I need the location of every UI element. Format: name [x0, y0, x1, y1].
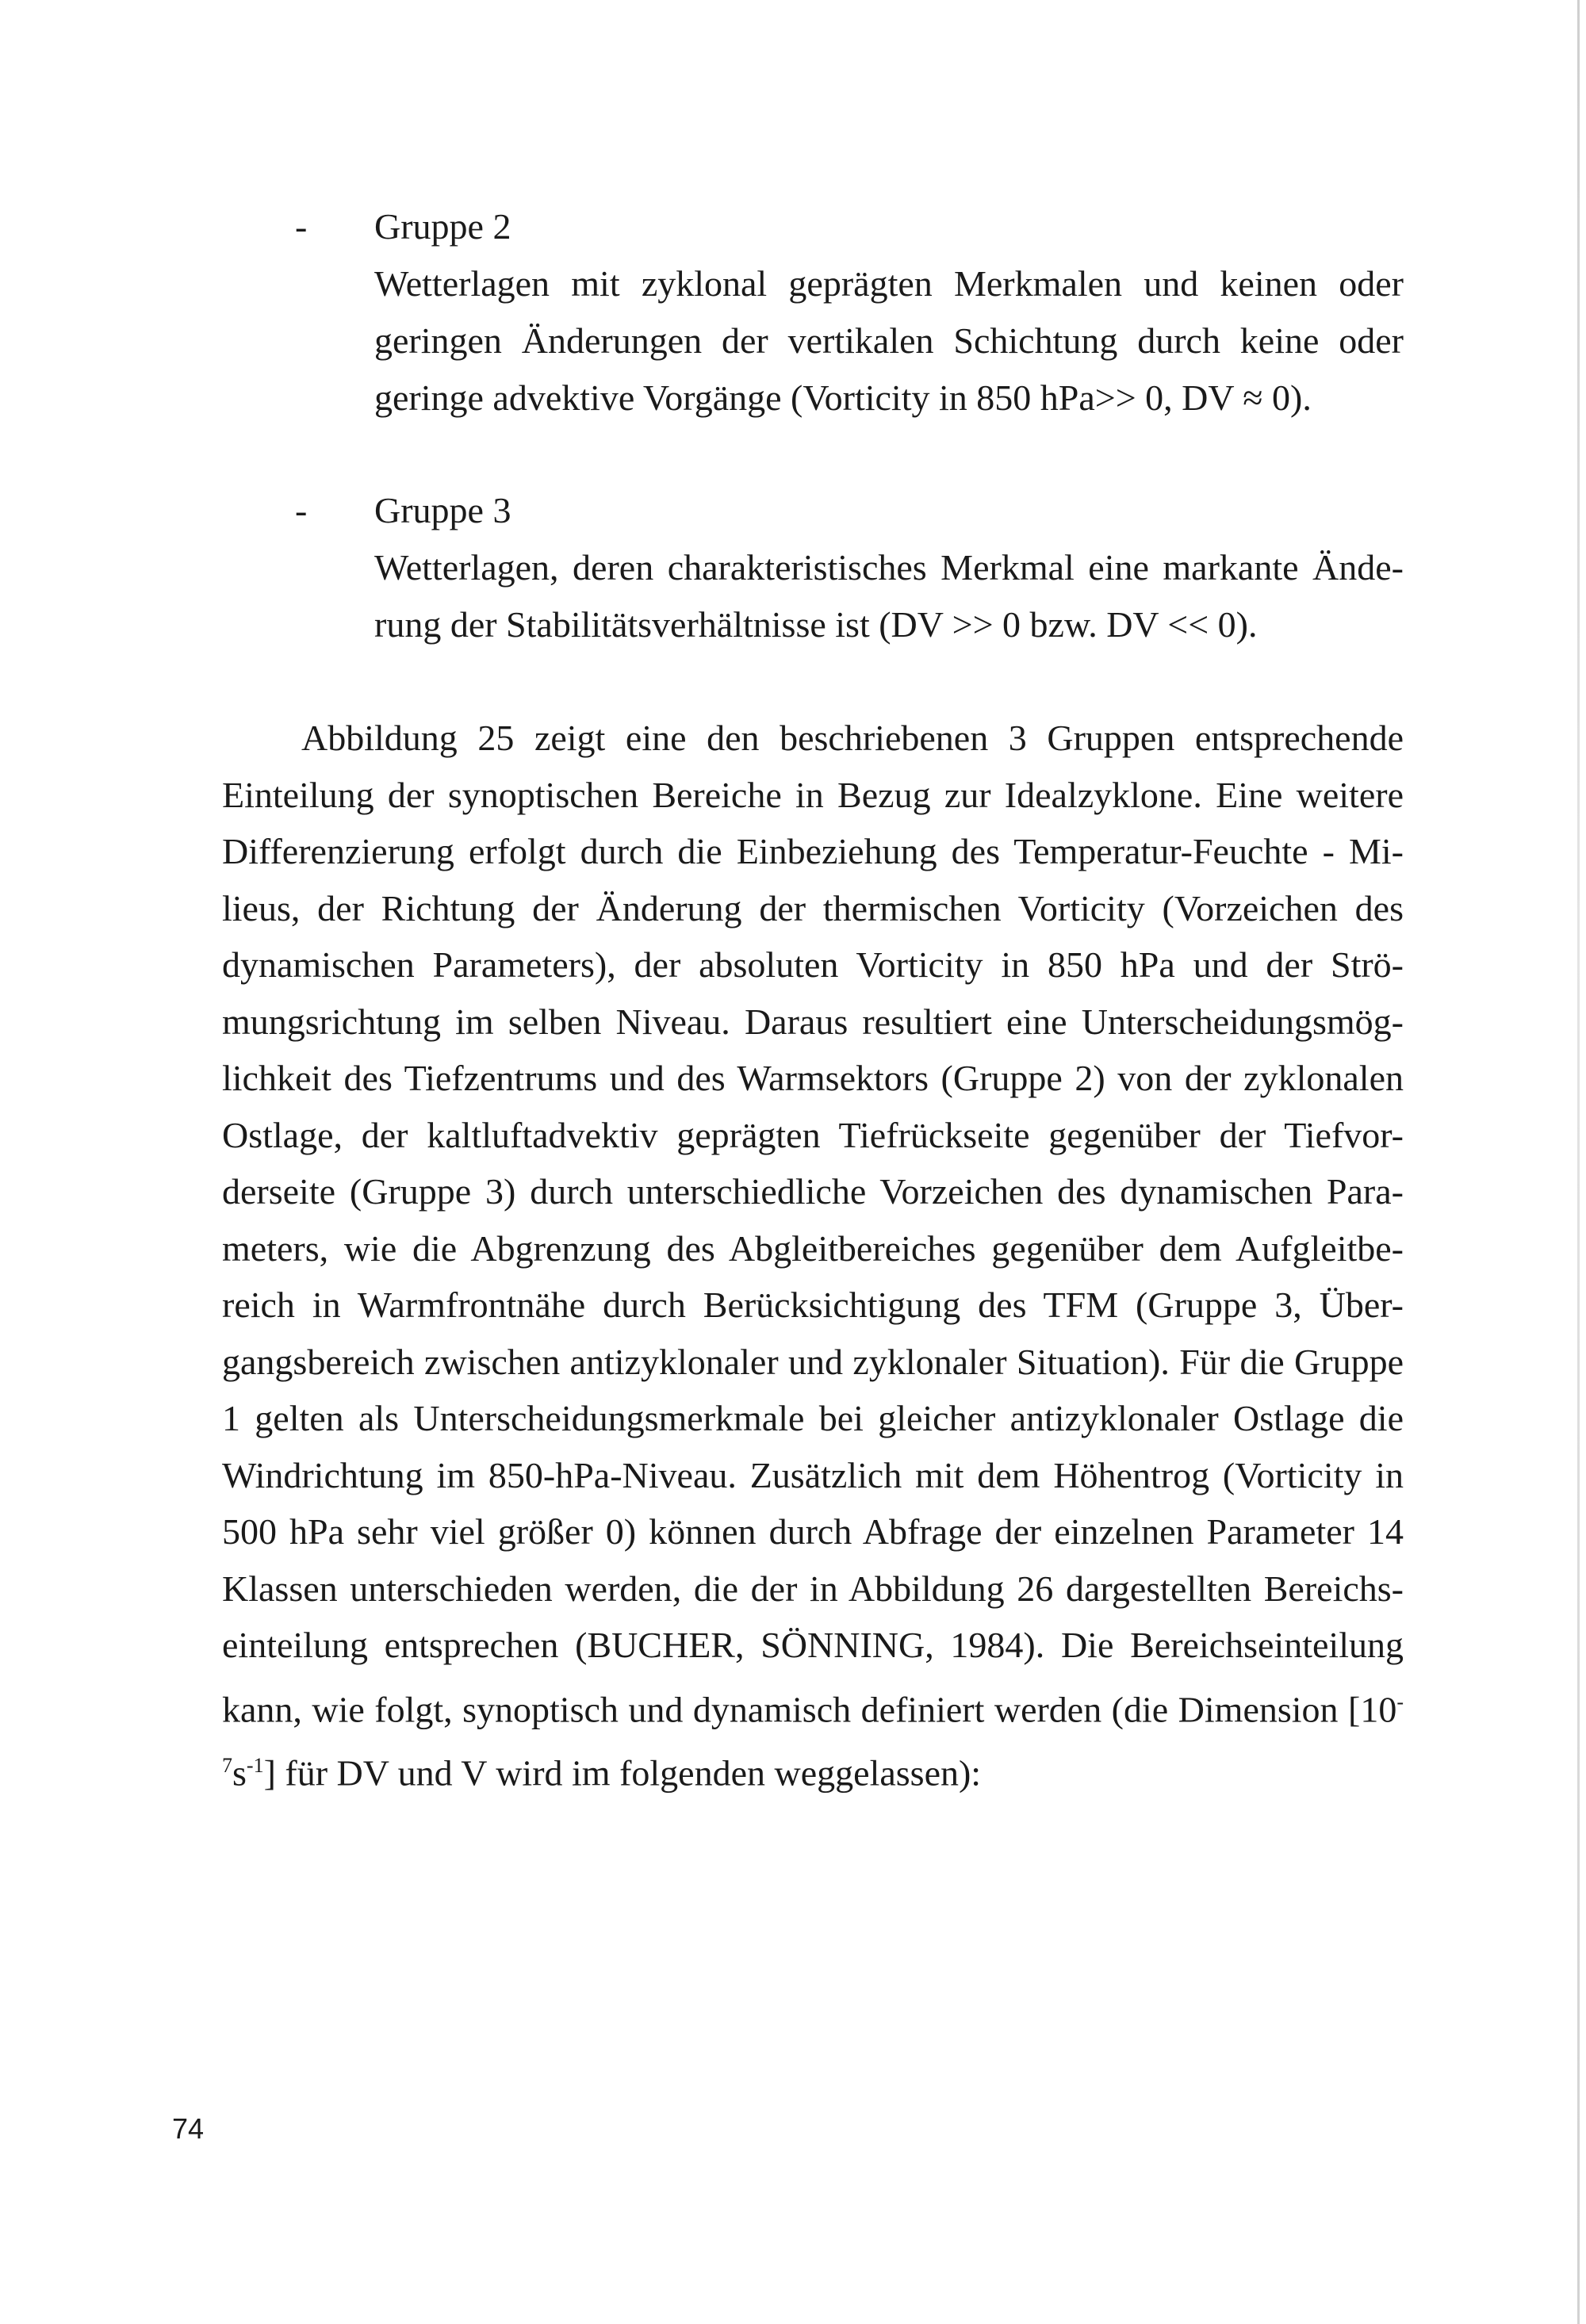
list-item-body [374, 255, 1404, 427]
text-line: Klassen unterschieden werden, die der in Abbildung 26 dargestellten Bereichs- [222, 1568, 1404, 1609]
list-dash: - [295, 206, 308, 247]
superscript-minus-one: -1 [246, 1754, 264, 1778]
text-line-remainder: ] für DV und V wird im folgenden weggelassen): [263, 1752, 982, 1794]
unit-s: s [232, 1752, 247, 1794]
text-line: Abbildung 25 zeigt eine den beschriebenen 3 Gruppen entsprechende [301, 718, 1404, 758]
text-line: 500 hPa sehr viel größer 0) können durch Abfrage der einzelnen Parameter 14 [222, 1511, 1404, 1552]
text-line: Differenzierung erfolgt durch die Einbeziehung des Temperatur-Feuchte - Mi- [222, 831, 1404, 871]
text-line: lichkeit des Tiefzentrums und des Warmsektors (Gruppe 2) von der zyklonalen [222, 1058, 1404, 1098]
text-line-last [222, 1737, 1404, 1801]
text-line: kann, wie folgt, synoptisch und dynamisch definiert werden (die Dimension [10 [222, 1688, 1397, 1729]
body-paragraph [222, 710, 1404, 1801]
text-line: gangsbereich zwischen antizyklonaler und zyklonaler Situation). Für die Gruppe [222, 1341, 1404, 1382]
text-line: Windrichtung im 850-hPa-Niveau. Zusätzlich mit dem Höhentrog (Vorticity in [222, 1454, 1404, 1495]
text-line: rung der Stabilitätsverhältnisse ist (DV >> 0 bzw. DV << 0). [374, 604, 1258, 645]
text-line: Einteilung der synoptischen Bereiche in Bezug zur Idealzyklone. Eine weitere [222, 774, 1404, 815]
text-line: einteilung entsprechen (BUCHER, SÖNNING, 1984). Die Bereichseinteilung [222, 1625, 1404, 1665]
list-item-title: Gruppe 2 [374, 206, 511, 247]
text-line: Wetterlagen mit zyklonal geprägten Merkmalen und keinen oder [374, 263, 1404, 304]
list-item-body [374, 539, 1404, 653]
text-line: Wetterlagen, deren charakteristisches Merkmal eine markante Ände- [374, 547, 1404, 588]
text-line: lieus, der Richtung der Änderung der thermischen Vorticity (Vorzeichen des [222, 887, 1404, 928]
page-edge-shadow [1577, 0, 1580, 2324]
superscript-seven: 7 [222, 1754, 232, 1778]
text-line: derseite (Gruppe 3) durch unterschiedliche Vorzeichen des dynamischen Para- [222, 1171, 1404, 1212]
text-line: dynamischen Parameters), der absoluten Vorticity in 850 hPa und der Strö- [222, 944, 1404, 985]
text-line: meters, wie die Abgrenzung des Abgleitbereiches gegenüber dem Aufgleitbe- [222, 1227, 1404, 1269]
page-number: 74 [172, 2112, 205, 2145]
text-line: Ostlage, der kaltluftadvektiv geprägten Tiefrückseite gegenüber der Tiefvor- [222, 1114, 1404, 1155]
text-line: geringen Änderungen der vertikalen Schichtung durch keine oder [374, 320, 1404, 361]
text-line: geringe advektive Vorgänge (Vorticity in 850 hPa>> 0, DV ≈ 0). [374, 377, 1312, 418]
text-line: 1 gelten als Unterscheidungsmerkmale bei gleicher antizyklonaler Ostlage die [222, 1398, 1404, 1438]
text-line: mungsrichtung im selben Niveau. Daraus resultiert eine Unterscheidungsmög- [222, 1001, 1404, 1042]
superscript-minus: - [1396, 1690, 1404, 1713]
list-dash: - [295, 490, 308, 530]
list-item-title: Gruppe 3 [374, 490, 511, 530]
text-line-with-exponent [222, 1674, 1404, 1738]
text-line: reich in Warmfrontnähe durch Berücksichtigung des TFM (Gruppe 3, Über- [222, 1285, 1404, 1325]
